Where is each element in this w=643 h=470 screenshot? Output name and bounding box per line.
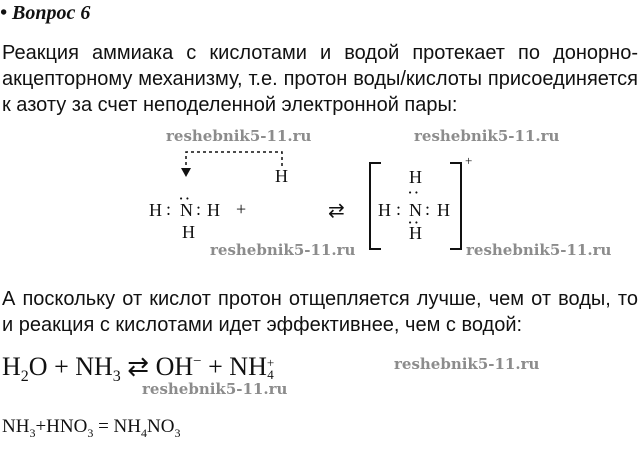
paragraph-mechanism: Реакция аммиака с кислотами и водой протекает по донорно-акцепторному механизму, т.е. протон воды/кислоты присоединяется к азоту за счет неподеленной электронной пары: xyxy=(2,42,638,116)
electron-pair-dots: : xyxy=(405,189,426,196)
formula-ammonia: $NH_3$ xyxy=(75,352,121,386)
electron-pair-dots: : xyxy=(196,199,202,219)
plus-sign: + xyxy=(208,352,223,381)
equation-water-ammonia xyxy=(2,352,274,386)
equilibrium-arrow: ⇄ xyxy=(127,352,150,381)
watermark-5: reshebnik5-11.ru xyxy=(394,355,540,373)
atom-h-top: H xyxy=(409,167,422,187)
electron-pair-dots: : xyxy=(166,199,172,219)
electron-pair-dots: : xyxy=(405,219,426,226)
atom-n: N xyxy=(180,200,193,220)
formula-water: $H_2O$ xyxy=(2,352,48,386)
ion-charge: + xyxy=(465,153,473,168)
atom-h-right: H xyxy=(437,200,450,220)
watermark-3: reshebnik5-11.ru xyxy=(210,241,356,259)
right-bracket xyxy=(450,162,462,250)
watermark-2: reshebnik5-11.ru xyxy=(414,127,560,145)
atom-h-right: H xyxy=(207,200,220,220)
atom-h-left: H xyxy=(378,200,391,220)
atom-n: N xyxy=(409,200,422,220)
question-heading: • Вопрос 6 xyxy=(0,2,91,24)
atom-h-bottom: H xyxy=(409,223,422,243)
electron-pair-dots: : xyxy=(425,199,431,219)
formula-hydroxide: OH− xyxy=(155,352,202,381)
watermark-1: reshebnik5-11.ru xyxy=(166,127,312,145)
plus-sign: + xyxy=(54,352,69,381)
electron-pair-dots: : xyxy=(176,195,197,202)
paragraph-comparison: А поскольку от кислот протон отщепляется лучше, чем от воды, то и реакция с кислотами идет эффективнее, чем с водой: xyxy=(2,288,638,336)
atom-h-left: H xyxy=(149,200,162,220)
atom-h-bottom: H xyxy=(182,222,195,242)
equation-nitric-acid: $NH_3+HNO_3 = NH_4NO_3$ xyxy=(2,416,181,440)
plus-sign: + xyxy=(236,199,247,219)
equilibrium-arrow: ⇄ xyxy=(328,200,345,222)
atom-proton: H xyxy=(275,166,288,186)
watermark-6: reshebnik5-11.ru xyxy=(142,380,288,398)
formula-ammonium: NH + 4 xyxy=(229,352,275,383)
watermark-4: reshebnik5-11.ru xyxy=(466,241,612,259)
electron-pair-dots: : xyxy=(396,199,402,219)
